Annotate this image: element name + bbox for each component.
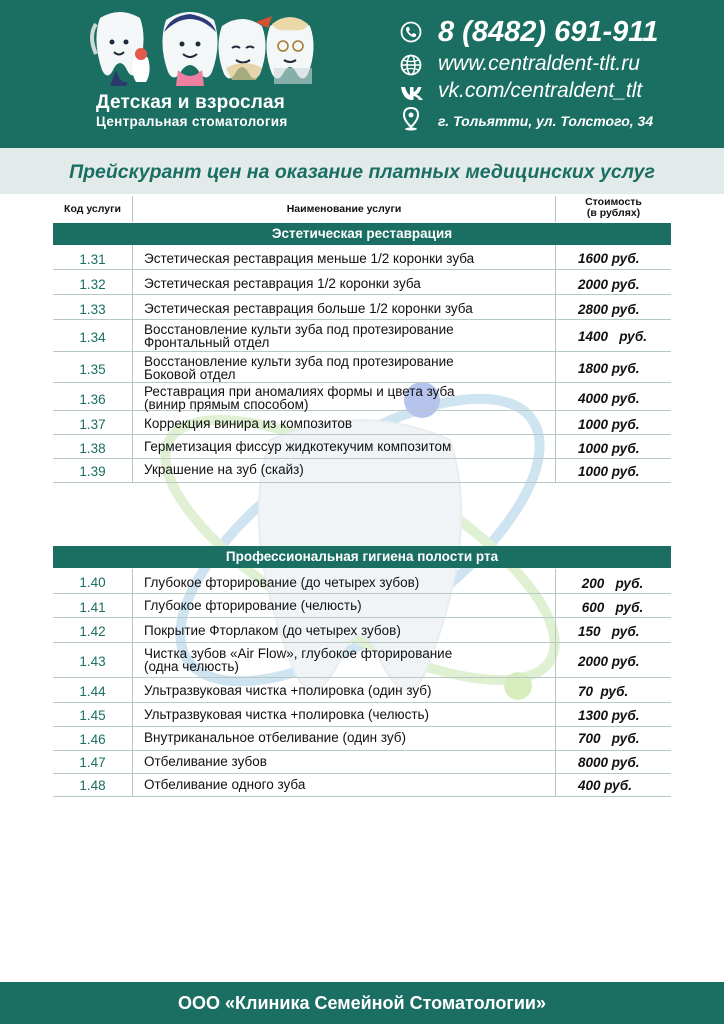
service-price: 1000 руб.: [578, 464, 640, 479]
service-price: 150 руб.: [578, 624, 640, 639]
service-name: Глубокое фторирование (до четырех зубов): [144, 575, 420, 590]
phone-number: 8 (8482) 691-911: [438, 16, 659, 48]
service-price: 70 руб.: [578, 684, 629, 699]
service-price: 1000 руб.: [578, 441, 640, 456]
location-pin-icon: [402, 107, 420, 131]
service-name: Восстановление культи зуба под протезирование Боковой отдел: [144, 354, 454, 382]
service-price: 2000 руб.: [578, 277, 640, 292]
service-name: Эстетическая реставрация меньше 1/2 коронки зуба: [144, 251, 475, 266]
service-name: Эстетическая реставрация больше 1/2 коронки зуба: [144, 301, 473, 316]
service-price: 400 руб.: [578, 778, 632, 793]
service-code: 1.41: [79, 600, 106, 615]
table-row: [53, 643, 671, 678]
table-row: [53, 618, 671, 643]
column-divider: [555, 196, 556, 222]
column-header-code: Код услуги: [64, 203, 121, 215]
section-header-hygiene: Профессиональная гигиена полости рта: [53, 546, 671, 568]
table-row: [53, 727, 671, 751]
table-row: [53, 569, 671, 594]
service-code: 1.45: [79, 708, 106, 723]
table-row: [53, 352, 671, 383]
service-code: 1.47: [79, 755, 106, 770]
service-price: 700 руб.: [578, 731, 640, 746]
clinic-name-line2: Центральная стоматология: [96, 114, 288, 129]
service-price: 1000 руб.: [578, 417, 640, 432]
service-code: 1.33: [79, 302, 106, 317]
service-name: Герметизация фиссур жидкотекучим композитом: [144, 439, 452, 454]
service-price: 8000 руб.: [578, 755, 640, 770]
service-price: 1800 руб.: [578, 361, 640, 376]
table-row: [53, 270, 671, 295]
table-row: [53, 295, 671, 320]
table-row: [53, 774, 671, 797]
table-row: [53, 383, 671, 411]
service-code: 1.48: [79, 778, 106, 793]
service-code: 1.42: [79, 624, 106, 639]
service-name: Коррекция винира из композитов: [144, 416, 353, 431]
service-code: 1.31: [79, 252, 106, 267]
header: [0, 0, 724, 148]
service-price: 2000 руб.: [578, 654, 640, 669]
service-name: Реставрация при аномалиях формы и цвета зуба (винир прямым способом): [144, 384, 455, 412]
table-row: [53, 703, 671, 727]
service-code: 1.35: [79, 362, 106, 377]
service-code: 1.34: [79, 330, 106, 345]
address-text: г. Тольятти, ул. Толстого, 34: [438, 113, 654, 129]
service-name: Глубокое фторирование (челюсть): [144, 598, 362, 613]
service-name: Отбеливание одного зуба: [144, 777, 306, 792]
page-title: Прейскурант цен на оказание платных медицинских услуг: [69, 161, 655, 183]
service-code: 1.37: [79, 417, 106, 432]
website-url: www.centraldent-tlt.ru: [438, 52, 640, 75]
service-price: 1400 руб.: [578, 329, 647, 344]
table-row: [53, 435, 671, 459]
service-price: 2800 руб.: [578, 302, 640, 317]
table-row: [53, 594, 671, 618]
service-code: 1.36: [79, 392, 106, 407]
service-name: Эстетическая реставрация 1/2 коронки зуба: [144, 276, 421, 291]
service-price: 600 руб.: [578, 600, 644, 615]
section-header-aesthetic: Эстетическая реставрация: [53, 223, 671, 245]
service-price: 1300 руб.: [578, 708, 640, 723]
table-row: [53, 411, 671, 435]
service-price: 4000 руб.: [578, 391, 640, 406]
column-header-name: Наименование услуги: [286, 203, 402, 215]
globe-icon: [400, 54, 422, 76]
table-row: [53, 245, 671, 270]
service-price: 200 руб.: [578, 576, 644, 591]
vk-url: vk.com/centraldent_tlt: [438, 79, 643, 102]
service-code: 1.46: [79, 732, 106, 747]
clinic-name-line1: Детская и взрослая: [96, 92, 286, 113]
service-name: Украшение на зуб (скайз): [144, 462, 304, 477]
column-header-price: Стоимость (в рублях): [585, 196, 642, 219]
table-row: [53, 320, 671, 352]
service-code: 1.44: [79, 684, 106, 699]
service-name: Отбеливание зубов: [144, 754, 267, 769]
table-row: [53, 678, 671, 703]
service-name: Внутриканальное отбеливание (один зуб): [144, 730, 406, 745]
service-code: 1.40: [79, 575, 106, 590]
service-name: Ультразвуковая чистка +полировка (один зуб): [144, 683, 432, 698]
service-name: Покрытие Фторлаком (до четырех зубов): [144, 623, 401, 638]
service-code: 1.38: [79, 441, 106, 456]
phone-icon: [400, 21, 422, 43]
service-name: Чистка зубов «Air Flow», глубокое фторирование (одна челюсть): [144, 646, 453, 674]
service-name: Восстановление культи зуба под протезирование Фронтальный отдел: [144, 322, 454, 350]
service-code: 1.43: [79, 654, 106, 669]
service-code: 1.32: [79, 277, 106, 292]
service-name: Ультразвуковая чистка +полировка (челюсть): [144, 707, 430, 722]
table-row: [53, 751, 671, 774]
tooth-characters-logo: [86, 10, 326, 88]
footer-company-name: ООО «Клиника Семейной Стоматологии»: [0, 982, 724, 1024]
title-band: [0, 148, 724, 194]
vk-icon: [400, 85, 424, 101]
service-code: 1.39: [79, 464, 106, 479]
column-divider: [132, 196, 133, 222]
service-price: 1600 руб.: [578, 251, 640, 266]
table-row: [53, 459, 671, 483]
